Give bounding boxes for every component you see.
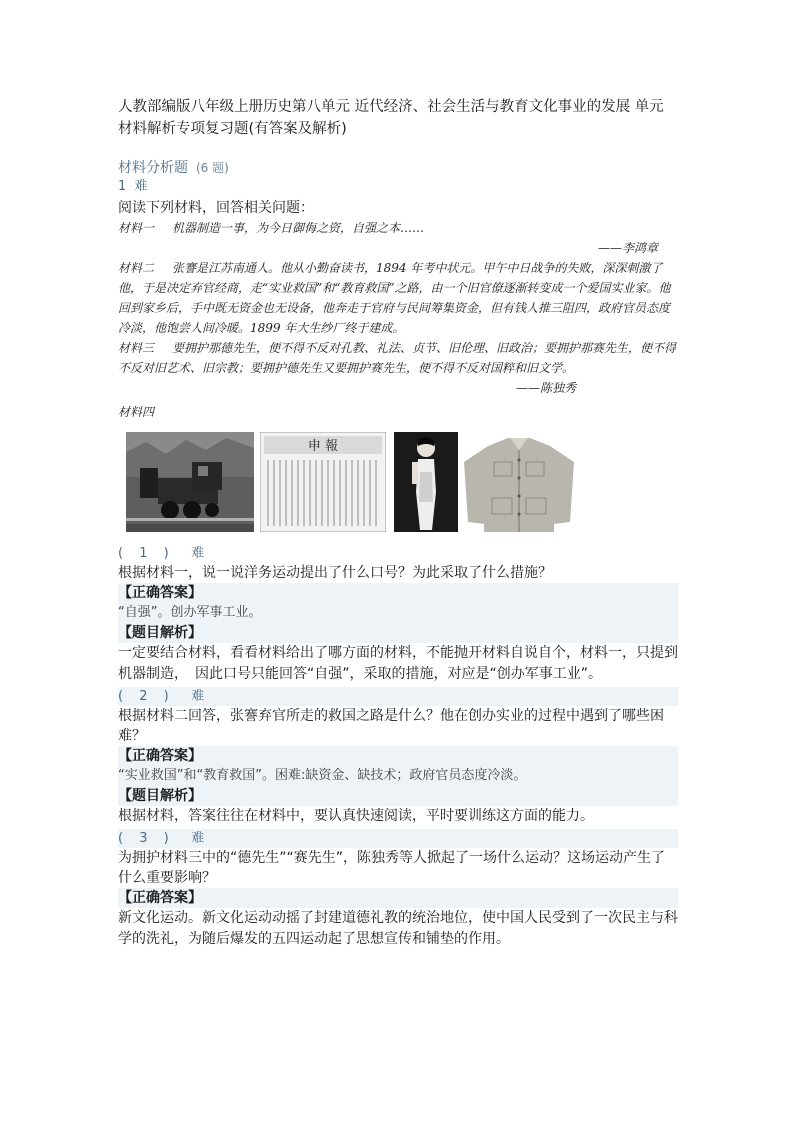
- subquestion-3-text: 为拥护材料三中的“德先生”“赛先生”，陈独秀等人掀起了一场什么运动？这场运动产生了什么重要影响？: [118, 850, 666, 886]
- subquestion-1-header: [118, 544, 678, 563]
- subquestion-difficulty: 难: [191, 546, 211, 561]
- material-label: 材料二: [118, 261, 155, 275]
- subquestion-2-header: [118, 687, 678, 706]
- material-one: [118, 218, 678, 238]
- material-two: [118, 258, 678, 338]
- answer-label: 【正确答案】: [118, 583, 678, 603]
- material-three: [118, 338, 678, 378]
- material-signature: ——陈独秀: [515, 381, 576, 395]
- question-header: [118, 178, 678, 196]
- subquestion-1-answer: “自强”。创办军事工业。: [118, 603, 678, 623]
- section-count: (6 题): [196, 161, 229, 175]
- section-heading: [118, 158, 678, 178]
- material-four-label: 材料四: [118, 405, 155, 419]
- subquestion-number: ( 1 ): [118, 546, 175, 561]
- material-text: 机器制造一事，为今日御侮之资，自强之本……: [172, 221, 425, 235]
- locomotive-photo: [126, 432, 254, 532]
- material-four-images: [118, 432, 678, 542]
- material-text: 要拥护那德先生，便不得不反对孔教、礼法、贞节、旧伦理、旧政治；要拥护那赛先生，便不得不反对旧艺术、旧宗教；要拥护德先生又要拥护赛先生，便不得不反对国粹和旧文学。: [118, 341, 677, 375]
- newspaper-masthead: 申 報: [307, 439, 339, 454]
- subquestion-number: ( 3 ): [118, 831, 175, 846]
- subquestion-difficulty: 难: [191, 831, 211, 846]
- shenbao-newspaper-photo: [260, 432, 386, 532]
- analysis-label: 【题目解析】: [118, 623, 678, 643]
- answer-label: 【正确答案】: [118, 746, 678, 766]
- subquestion-number: ( 2 ): [118, 689, 175, 704]
- question-difficulty: 难: [134, 179, 148, 194]
- subquestion-3-answer: 新文化运动。新文化运动动摇了封建道德礼教的统治地位，使中国人民受到了一次民主与科学的洗礼，为随后爆发的五四运动起了思想宣传和铺垫的作用。: [118, 910, 678, 947]
- subquestion-1-text: 根据材料一，说一说洋务运动提出了什么口号？为此采取了什么措施？: [118, 565, 552, 581]
- subquestion-1-analysis: 一定要结合材料，看看材料给出了哪方面的材料，不能抛开材料自说自个，材料一，只提到机器制造， 因此口号只能回答“自强”，采取的措施，对应是“创办军事工业”。: [118, 645, 678, 682]
- zhongshan-suit-photo: [458, 432, 580, 532]
- qipao-woman-photo: [394, 432, 458, 532]
- analysis-label: 【题目解析】: [118, 786, 678, 806]
- question-intro: 阅读下列材料，回答相关问题：: [118, 200, 314, 216]
- material-text: 张謇是江苏南通人。他从小勤奋读书，1894 年考中状元。甲午中日战争的失败，深深刺激了他，于是决定弃官经商，走“实业救国”和“教育救国”之路，由一个旧官僚逐渐转变成一个爱国实业家。他回到家乡后，手中既无资金也无设备，他奔走于官府与民间筹集资金，但有钱人推三阻四，政府官员态度冷淡，他饱尝人间冷暖。1899 年大生纱厂终于建成。: [118, 261, 671, 335]
- document-page: [118, 96, 678, 950]
- answer-label: 【正确答案】: [118, 888, 678, 908]
- subquestion-2-text: 根据材料二回答，张謇弃官所走的救国之路是什么？他在创办实业的过程中遇到了哪些困难？: [118, 708, 664, 744]
- material-label: 材料一: [118, 221, 155, 235]
- material-signature: ——李鸿章: [597, 241, 658, 255]
- subquestion-2-answer: “实业救国”和“教育救国”。困难:缺资金、缺技术；政府官员态度冷淡。: [118, 766, 678, 786]
- subquestion-2-analysis: 根据材料，答案往往在材料中，要认真快速阅读，平时要训练这方面的能力。: [118, 808, 594, 824]
- document-title: 人教部编版八年级上册历史第八单元 近代经济、社会生活与教育文化事业的发展 单元材料解析专项复习题(有答案及解析): [118, 99, 664, 137]
- subquestion-3-header: [118, 829, 678, 848]
- section-title: 材料分析题: [118, 160, 188, 176]
- question-number: 1: [118, 179, 127, 194]
- material-label: 材料三: [118, 341, 155, 355]
- subquestion-difficulty: 难: [191, 689, 211, 704]
